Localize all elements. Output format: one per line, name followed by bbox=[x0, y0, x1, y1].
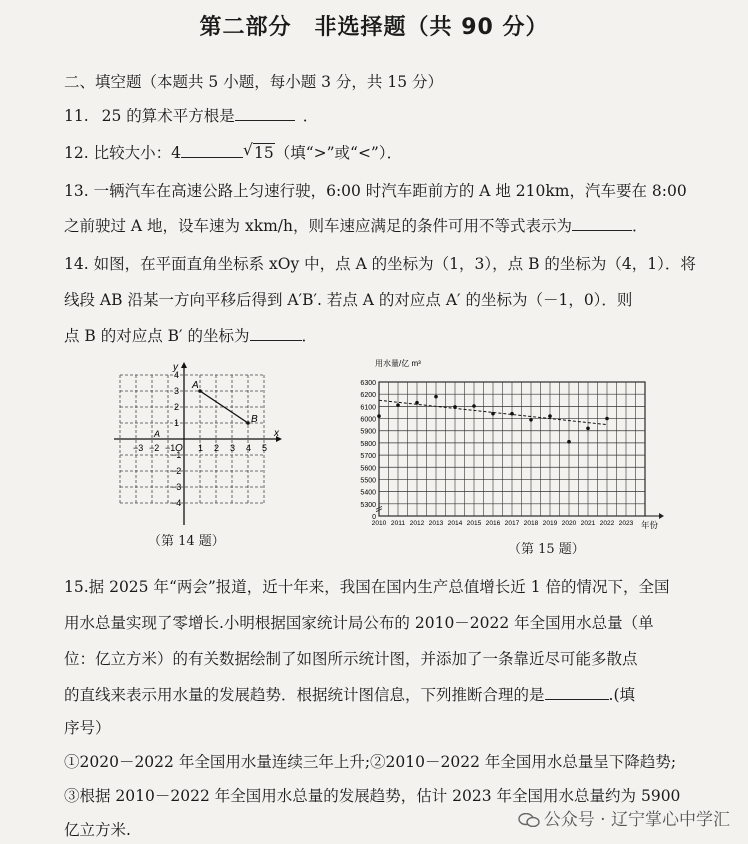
chart-x-tick-label: 2012 bbox=[409, 520, 425, 527]
y-tick-label: 2 bbox=[174, 402, 180, 412]
q11-end: ． bbox=[302, 107, 319, 125]
x-tick-label: −1 bbox=[165, 443, 176, 453]
question-15-line-4 bbox=[64, 683, 635, 705]
chart-y-tick-label: 0 bbox=[372, 514, 376, 521]
question-13-line-1: 13. 一辆汽车在高速公路上匀速行驶，6:00 时汽车距前方的 A 地 210km，汽车要在 8:00 bbox=[64, 182, 687, 200]
question-15-line-3: 位：亿立方米）的有关数据绘制了如图所示统计图，并添加了一条靠近尽可能多散点 bbox=[64, 650, 638, 668]
chart-y-tick-label: 5800 bbox=[360, 440, 376, 448]
point-b bbox=[246, 421, 250, 425]
question-13-line-2 bbox=[64, 214, 648, 236]
question-15-line-5: 序号） bbox=[64, 719, 111, 737]
chart-data-point bbox=[605, 417, 609, 421]
y-tick-label: −1 bbox=[171, 450, 182, 460]
chart-x-axis-arrow-icon bbox=[659, 513, 664, 519]
x-axis-label: x bbox=[274, 428, 279, 439]
y-axis-label: y bbox=[173, 362, 178, 373]
watermark bbox=[518, 805, 730, 830]
wechat-icon bbox=[518, 813, 540, 827]
sqrt-expression bbox=[242, 141, 275, 162]
figure-14-grid bbox=[108, 360, 284, 530]
question-15-line-1: 15.据 2025 年“两会”报道，近十年来，我国在国内生产总值增长近 1 倍的情况下，全国 bbox=[64, 578, 670, 596]
q12-text: 12. 比较大小：4 bbox=[64, 144, 181, 162]
chart-x-title: 年份 bbox=[641, 520, 659, 530]
chart-grid bbox=[376, 382, 664, 519]
figure-14-caption: （第 14 题） bbox=[148, 534, 225, 549]
chart-y-tick-label: 6000 bbox=[360, 416, 376, 424]
chart-y-tick-label: 5300 bbox=[360, 501, 376, 509]
question-11 bbox=[64, 104, 318, 126]
x-tick-label: 3 bbox=[230, 443, 236, 453]
q12-answer-blank[interactable] bbox=[181, 143, 243, 158]
chart-x-tick-label: 2013 bbox=[428, 520, 444, 527]
chart-x-tick-label: 2023 bbox=[618, 520, 634, 527]
x-tick-label: 5 bbox=[262, 443, 268, 453]
chart-y-title: 用水量/亿 m³ bbox=[375, 359, 421, 368]
q15-answer-blank[interactable] bbox=[545, 685, 609, 700]
chart-x-tick-label: 2021 bbox=[580, 520, 596, 527]
question-12 bbox=[64, 141, 402, 163]
x-tick-label: 2 bbox=[214, 443, 220, 453]
chart-y-tick-label: 5500 bbox=[360, 477, 376, 485]
chart-x-tick-label: 2022 bbox=[599, 520, 615, 527]
chart-x-tick-label: 2019 bbox=[542, 520, 558, 527]
x-tick-label: −3 bbox=[133, 443, 144, 453]
chart-x-tick-label: 2011 bbox=[390, 520, 406, 527]
chart-x-tick-label: 2016 bbox=[485, 520, 501, 527]
q11-text: 25 的算术平方根是 bbox=[101, 107, 235, 125]
chart-y-tick-label: 6300 bbox=[360, 380, 376, 387]
chart-x-tick-label: 2010 bbox=[371, 520, 387, 527]
q11-answer-blank[interactable] bbox=[235, 106, 295, 121]
y-tick-label: −4 bbox=[171, 498, 182, 508]
sqrt-radicand: 15 bbox=[253, 144, 274, 162]
question-15-option-3: ③根据 2010－2022 年全国用水总量的发展趋势，估计 2023 年全国用水总量约为 5900 bbox=[64, 787, 681, 805]
chart-x-tick-label: 2014 bbox=[447, 520, 463, 527]
y-tick-label: −2 bbox=[171, 466, 182, 476]
chart-y-tick-label: 5900 bbox=[360, 428, 376, 436]
watermark-text: 公众号 · 辽宁掌心中学汇 bbox=[543, 810, 730, 830]
q15-text: 的直线来表示用水量的发展趋势．根据统计图信息，下列推断合理的是 bbox=[64, 686, 545, 704]
q14-answer-blank[interactable] bbox=[250, 326, 302, 341]
chart-ticks bbox=[360, 380, 633, 527]
chart-y-tick-label: 6200 bbox=[360, 392, 376, 400]
chart-data-point bbox=[586, 426, 590, 430]
figure-15-chart bbox=[345, 356, 675, 534]
q15-fill-hint: .(填 bbox=[608, 686, 635, 704]
y-axis-arrow-icon bbox=[181, 362, 187, 368]
question-15-line-2: 用水总量实现了零增长.小明根据国家统计局公布的 2010－2022 年全国用水总量（单 bbox=[64, 614, 654, 632]
question-14-line-3 bbox=[64, 324, 317, 346]
chart-y-tick-label: 6100 bbox=[360, 404, 376, 412]
y-tick-label: −3 bbox=[171, 482, 182, 492]
y-tick-label: 3 bbox=[174, 386, 180, 396]
q11-number: 11. bbox=[64, 107, 89, 125]
chart-x-tick-label: 2020 bbox=[561, 520, 577, 527]
figure-15-caption: （第 15 题） bbox=[508, 542, 585, 557]
x-tick-label: 1 bbox=[198, 443, 204, 453]
chart-x-tick-label: 2017 bbox=[504, 520, 520, 527]
chart-y-tick-label: 5600 bbox=[360, 465, 376, 473]
chart-data-point bbox=[472, 404, 476, 408]
x-tick-label: 4 bbox=[246, 443, 252, 453]
q12-hint: （填“>”或“<”）． bbox=[274, 144, 403, 162]
x-tick-label: −2 bbox=[149, 443, 160, 453]
chart-data-point bbox=[377, 414, 381, 418]
y-tick-label: 4 bbox=[174, 370, 180, 380]
question-14-line-1: 14. 如图，在平面直角坐标系 xOy 中，点 A 的坐标为（1，3），点 B 的坐标为（4，1）．将 bbox=[64, 255, 696, 273]
point-a bbox=[198, 389, 202, 393]
page-title: 第二部分 非选择题（共 90 分） bbox=[199, 15, 549, 40]
chart-data-point bbox=[548, 414, 552, 418]
point-a-label: A bbox=[192, 380, 199, 391]
chart-data-point bbox=[434, 395, 438, 399]
q14-text: 点 B 的对应点 B′ 的坐标为 bbox=[64, 327, 250, 345]
point-a1-label: A bbox=[154, 429, 161, 439]
chart-y-tick-label: 5700 bbox=[360, 453, 376, 461]
question-15-option-1-2: ①2020－2022 年全国用水量连续三年上升;②2010－2022 年全国用水总量呈下降趋势; bbox=[64, 753, 677, 771]
y-tick-label: 1 bbox=[174, 418, 180, 428]
section-heading: 二、填空题（本题共 5 小题，每小题 3 分，共 15 分） bbox=[64, 73, 444, 91]
q13-end: ． bbox=[632, 217, 648, 235]
chart-data-point bbox=[529, 418, 533, 422]
chart-y-tick-label: 5400 bbox=[360, 489, 376, 497]
origin-label: O bbox=[175, 443, 183, 454]
chart-data-point bbox=[567, 440, 571, 444]
radical-sign: √ bbox=[242, 141, 253, 159]
q14-end: ． bbox=[301, 327, 318, 345]
chart-data-point bbox=[396, 403, 400, 407]
q13-text: 之前驶过 A 地，设车速为 xkm/h，则车速应满足的条件可用不等式表示为 bbox=[64, 217, 573, 235]
question-15-option-3-cont: 亿立方米. bbox=[64, 821, 131, 839]
chart-x-tick-label: 2015 bbox=[466, 520, 482, 527]
q13-answer-blank[interactable] bbox=[572, 216, 632, 231]
question-14-line-2: 线段 AB 沿某一方向平移后得到 A′B′. 若点 A 的对应点 A′ 的坐标为（－1，0）．则 bbox=[64, 291, 633, 309]
point-b-label: B bbox=[251, 414, 258, 425]
chart-x-tick-label: 2018 bbox=[523, 520, 539, 527]
